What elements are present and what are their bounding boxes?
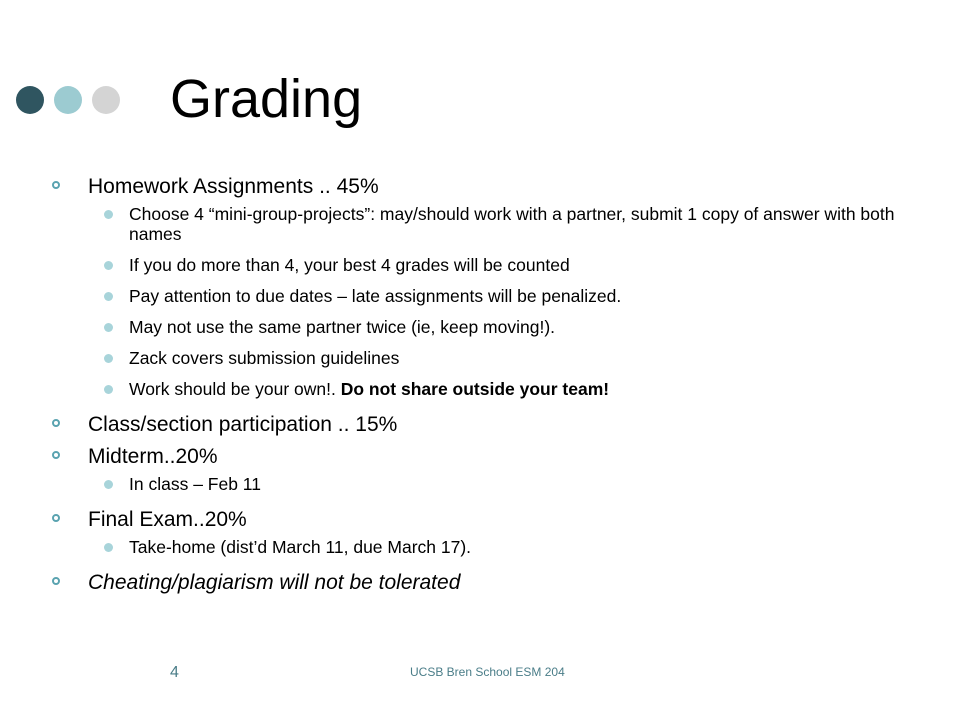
list-item [48, 255, 928, 275]
list-item [48, 474, 928, 494]
midterm-items [48, 474, 928, 494]
section-cheating [48, 568, 928, 598]
list-item-text: Work should be your own!. [129, 379, 341, 399]
slide-number: 4 [170, 664, 179, 681]
section-label: Final Exam..20% [88, 508, 247, 531]
dot-bullet-icon [104, 261, 113, 270]
ring-bullet-icon [52, 514, 60, 522]
section-label: Cheating/plagiarism will not be tolerated [88, 571, 461, 594]
dot-bullet-icon [104, 354, 113, 363]
section-homework [48, 172, 928, 202]
list-item [48, 379, 928, 399]
dot-bullet-icon [104, 323, 113, 332]
list-item [48, 537, 928, 557]
list-item [48, 348, 928, 368]
ring-bullet-icon [52, 419, 60, 427]
list-item [48, 286, 928, 306]
list-item-text: Pay attention to due dates – late assignments will be penalized. [129, 286, 622, 306]
dark-teal-dot-icon [16, 86, 44, 114]
decorative-dots [16, 86, 120, 114]
homework-items [48, 204, 928, 399]
dot-bullet-icon [104, 292, 113, 301]
ring-bullet-icon [52, 451, 60, 459]
slide-content [48, 172, 928, 600]
section-final-exam [48, 505, 928, 535]
list-item-text: Take-home (dist’d March 11, due March 17). [129, 537, 472, 557]
list-item-text: If you do more than 4, your best 4 grades will be counted [129, 255, 570, 275]
final-exam-items [48, 537, 928, 557]
section-midterm [48, 442, 928, 472]
dot-bullet-icon [104, 385, 113, 394]
list-item-text: May not use the same partner twice (ie, keep moving!). [129, 317, 556, 337]
section-participation [48, 410, 928, 440]
light-teal-dot-icon [54, 86, 82, 114]
dot-bullet-icon [104, 480, 113, 489]
list-item-text: In class – Feb 11 [129, 474, 261, 494]
section-label: Homework Assignments .. 45% [88, 175, 379, 198]
footer-text: UCSB Bren School ESM 204 [410, 665, 565, 679]
list-item-text: Choose 4 “mini-group-projects”: may/should work with a partner, submit 1 copy of answer with both names [129, 204, 895, 244]
dot-bullet-icon [104, 543, 113, 552]
list-item-bold-text: Do not share outside your team! [340, 379, 610, 399]
section-label: Class/section participation .. 15% [88, 413, 398, 436]
ring-bullet-icon [52, 181, 60, 189]
list-item [48, 204, 928, 244]
slide-title: Grading [170, 69, 363, 129]
section-label: Midterm..20% [88, 445, 218, 468]
ring-bullet-icon [52, 577, 60, 585]
gray-dot-icon [92, 86, 120, 114]
dot-bullet-icon [104, 210, 113, 219]
list-item-text: Zack covers submission guidelines [129, 348, 400, 368]
list-item [48, 317, 928, 337]
